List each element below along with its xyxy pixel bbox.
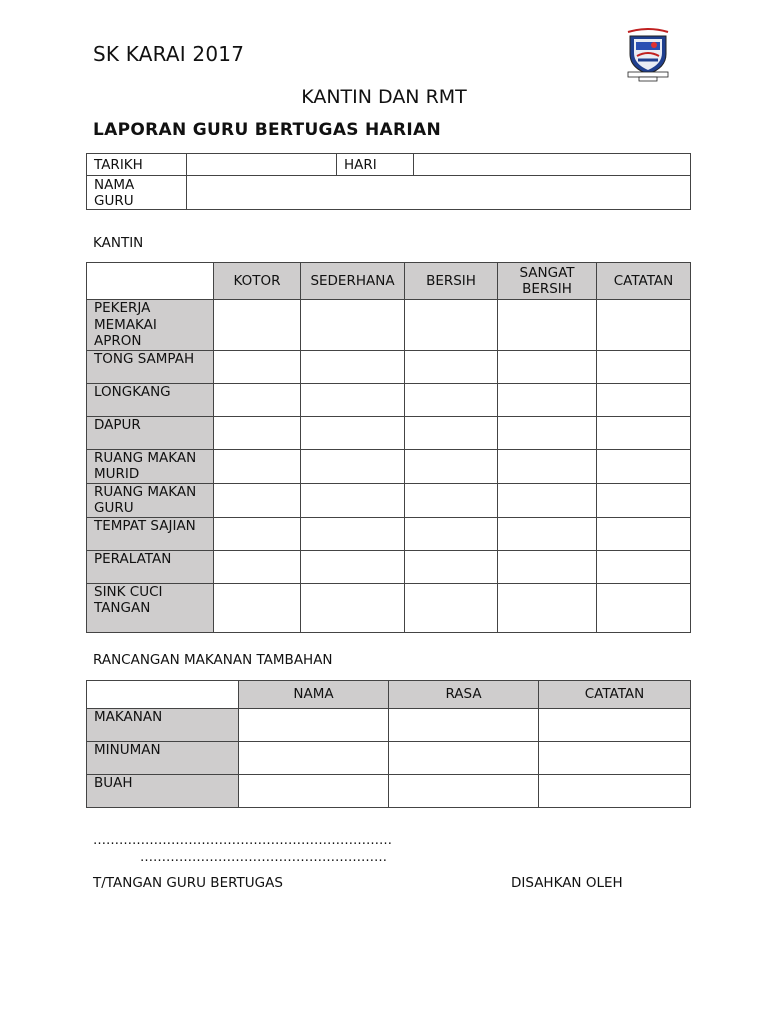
cell[interactable]: [301, 583, 405, 632]
cell[interactable]: [389, 742, 539, 775]
kantin-table: [86, 262, 691, 633]
cell[interactable]: [597, 416, 691, 449]
cell[interactable]: [301, 300, 405, 351]
cell[interactable]: [301, 483, 405, 517]
cell[interactable]: [597, 300, 691, 351]
cell[interactable]: [214, 550, 301, 583]
col-catatan: CATATAN: [539, 681, 691, 709]
cell[interactable]: [405, 483, 498, 517]
signature-label-disahkan: DISAHKAN OLEH: [511, 875, 623, 891]
table-row: [87, 517, 691, 550]
cell[interactable]: [597, 350, 691, 383]
col-rasa: RASA: [389, 681, 539, 709]
col-sederhana: SEDERHANA: [301, 263, 405, 300]
page-title: KANTIN DAN RMT: [301, 86, 467, 108]
cell[interactable]: [405, 383, 498, 416]
row-label: TONG SAMPAH: [87, 350, 214, 383]
cell[interactable]: [405, 449, 498, 483]
cell[interactable]: [539, 742, 691, 775]
cell[interactable]: [214, 383, 301, 416]
rancangan-corner-cell: [87, 681, 239, 709]
cell[interactable]: [539, 709, 691, 742]
cell[interactable]: [301, 449, 405, 483]
row-label: BUAH: [87, 775, 239, 808]
rancangan-section-label: RANCANGAN MAKANAN TAMBAHAN: [93, 652, 333, 668]
hari-label: HARI: [337, 154, 414, 176]
cell[interactable]: [214, 449, 301, 483]
row-label: SINK CUCI TANGAN: [87, 583, 214, 632]
cell[interactable]: [405, 583, 498, 632]
cell[interactable]: [597, 517, 691, 550]
nama-guru-field[interactable]: [187, 176, 691, 210]
cell[interactable]: [498, 517, 597, 550]
col-catatan: CATATAN: [597, 263, 691, 300]
table-row: [87, 416, 691, 449]
report-subtitle: LAPORAN GURU BERTUGAS HARIAN: [93, 120, 442, 140]
cell[interactable]: [301, 550, 405, 583]
cell[interactable]: [301, 350, 405, 383]
cell[interactable]: [597, 383, 691, 416]
cell[interactable]: [498, 416, 597, 449]
rancangan-table: [86, 680, 691, 808]
kantin-section-label: KANTIN: [93, 235, 144, 251]
row-label: PEKERJA MEMAKAI APRON: [87, 300, 214, 351]
info-table: [86, 153, 691, 210]
cell[interactable]: [597, 449, 691, 483]
cell[interactable]: [214, 517, 301, 550]
cell[interactable]: [214, 300, 301, 351]
table-row: [87, 350, 691, 383]
cell[interactable]: [498, 550, 597, 583]
cell[interactable]: [389, 775, 539, 808]
row-label: TEMPAT SAJIAN: [87, 517, 214, 550]
cell[interactable]: [405, 300, 498, 351]
cell[interactable]: [214, 583, 301, 632]
cell[interactable]: [301, 517, 405, 550]
nama-guru-label: NAMA GURU: [87, 176, 187, 210]
cell[interactable]: [214, 416, 301, 449]
cell[interactable]: [597, 583, 691, 632]
tarikh-field[interactable]: [187, 154, 337, 176]
cell[interactable]: [597, 550, 691, 583]
cell[interactable]: [597, 483, 691, 517]
table-row: [87, 709, 691, 742]
table-row: [87, 483, 691, 517]
col-kotor: KOTOR: [214, 263, 301, 300]
row-label: MAKANAN: [87, 709, 239, 742]
col-sangat-bersih: SANGAT BERSIH: [498, 263, 597, 300]
cell[interactable]: [405, 550, 498, 583]
table-row: [87, 583, 691, 632]
cell[interactable]: [539, 775, 691, 808]
table-row: [87, 449, 691, 483]
cell[interactable]: [498, 300, 597, 351]
cell[interactable]: [405, 416, 498, 449]
cell[interactable]: [214, 350, 301, 383]
table-row: [87, 550, 691, 583]
school-name: SK KARAI 2017: [93, 42, 245, 66]
row-label: LONGKANG: [87, 383, 214, 416]
table-row: [87, 300, 691, 351]
cell[interactable]: [498, 383, 597, 416]
kantin-corner-cell: [87, 263, 214, 300]
cell[interactable]: [239, 775, 389, 808]
col-nama: NAMA: [239, 681, 389, 709]
row-label: MINUMAN: [87, 742, 239, 775]
cell[interactable]: [214, 483, 301, 517]
row-label: RUANG MAKAN GURU: [87, 483, 214, 517]
table-row: [87, 383, 691, 416]
cell[interactable]: [405, 350, 498, 383]
signature-label-guru: T/TANGAN GURU BERTUGAS: [93, 875, 283, 891]
row-label: PERALATAN: [87, 550, 214, 583]
cell[interactable]: [498, 483, 597, 517]
hari-field[interactable]: [414, 154, 691, 176]
signature-line-guru: ……………………………………………………………: [93, 833, 392, 848]
row-label: DAPUR: [87, 416, 214, 449]
tarikh-label: TARIKH: [87, 154, 187, 176]
cell[interactable]: [498, 449, 597, 483]
cell[interactable]: [301, 383, 405, 416]
cell[interactable]: [239, 742, 389, 775]
table-row: [87, 742, 691, 775]
school-crest-icon: [622, 28, 674, 82]
row-label: RUANG MAKAN MURID: [87, 449, 214, 483]
cell[interactable]: [405, 517, 498, 550]
signature-line-disahkan: …………………………………………………: [140, 850, 387, 865]
cell[interactable]: [498, 583, 597, 632]
table-row: [87, 775, 691, 808]
cell[interactable]: [301, 416, 405, 449]
cell[interactable]: [498, 350, 597, 383]
col-bersih: BERSIH: [405, 263, 498, 300]
cell[interactable]: [389, 709, 539, 742]
cell[interactable]: [239, 709, 389, 742]
